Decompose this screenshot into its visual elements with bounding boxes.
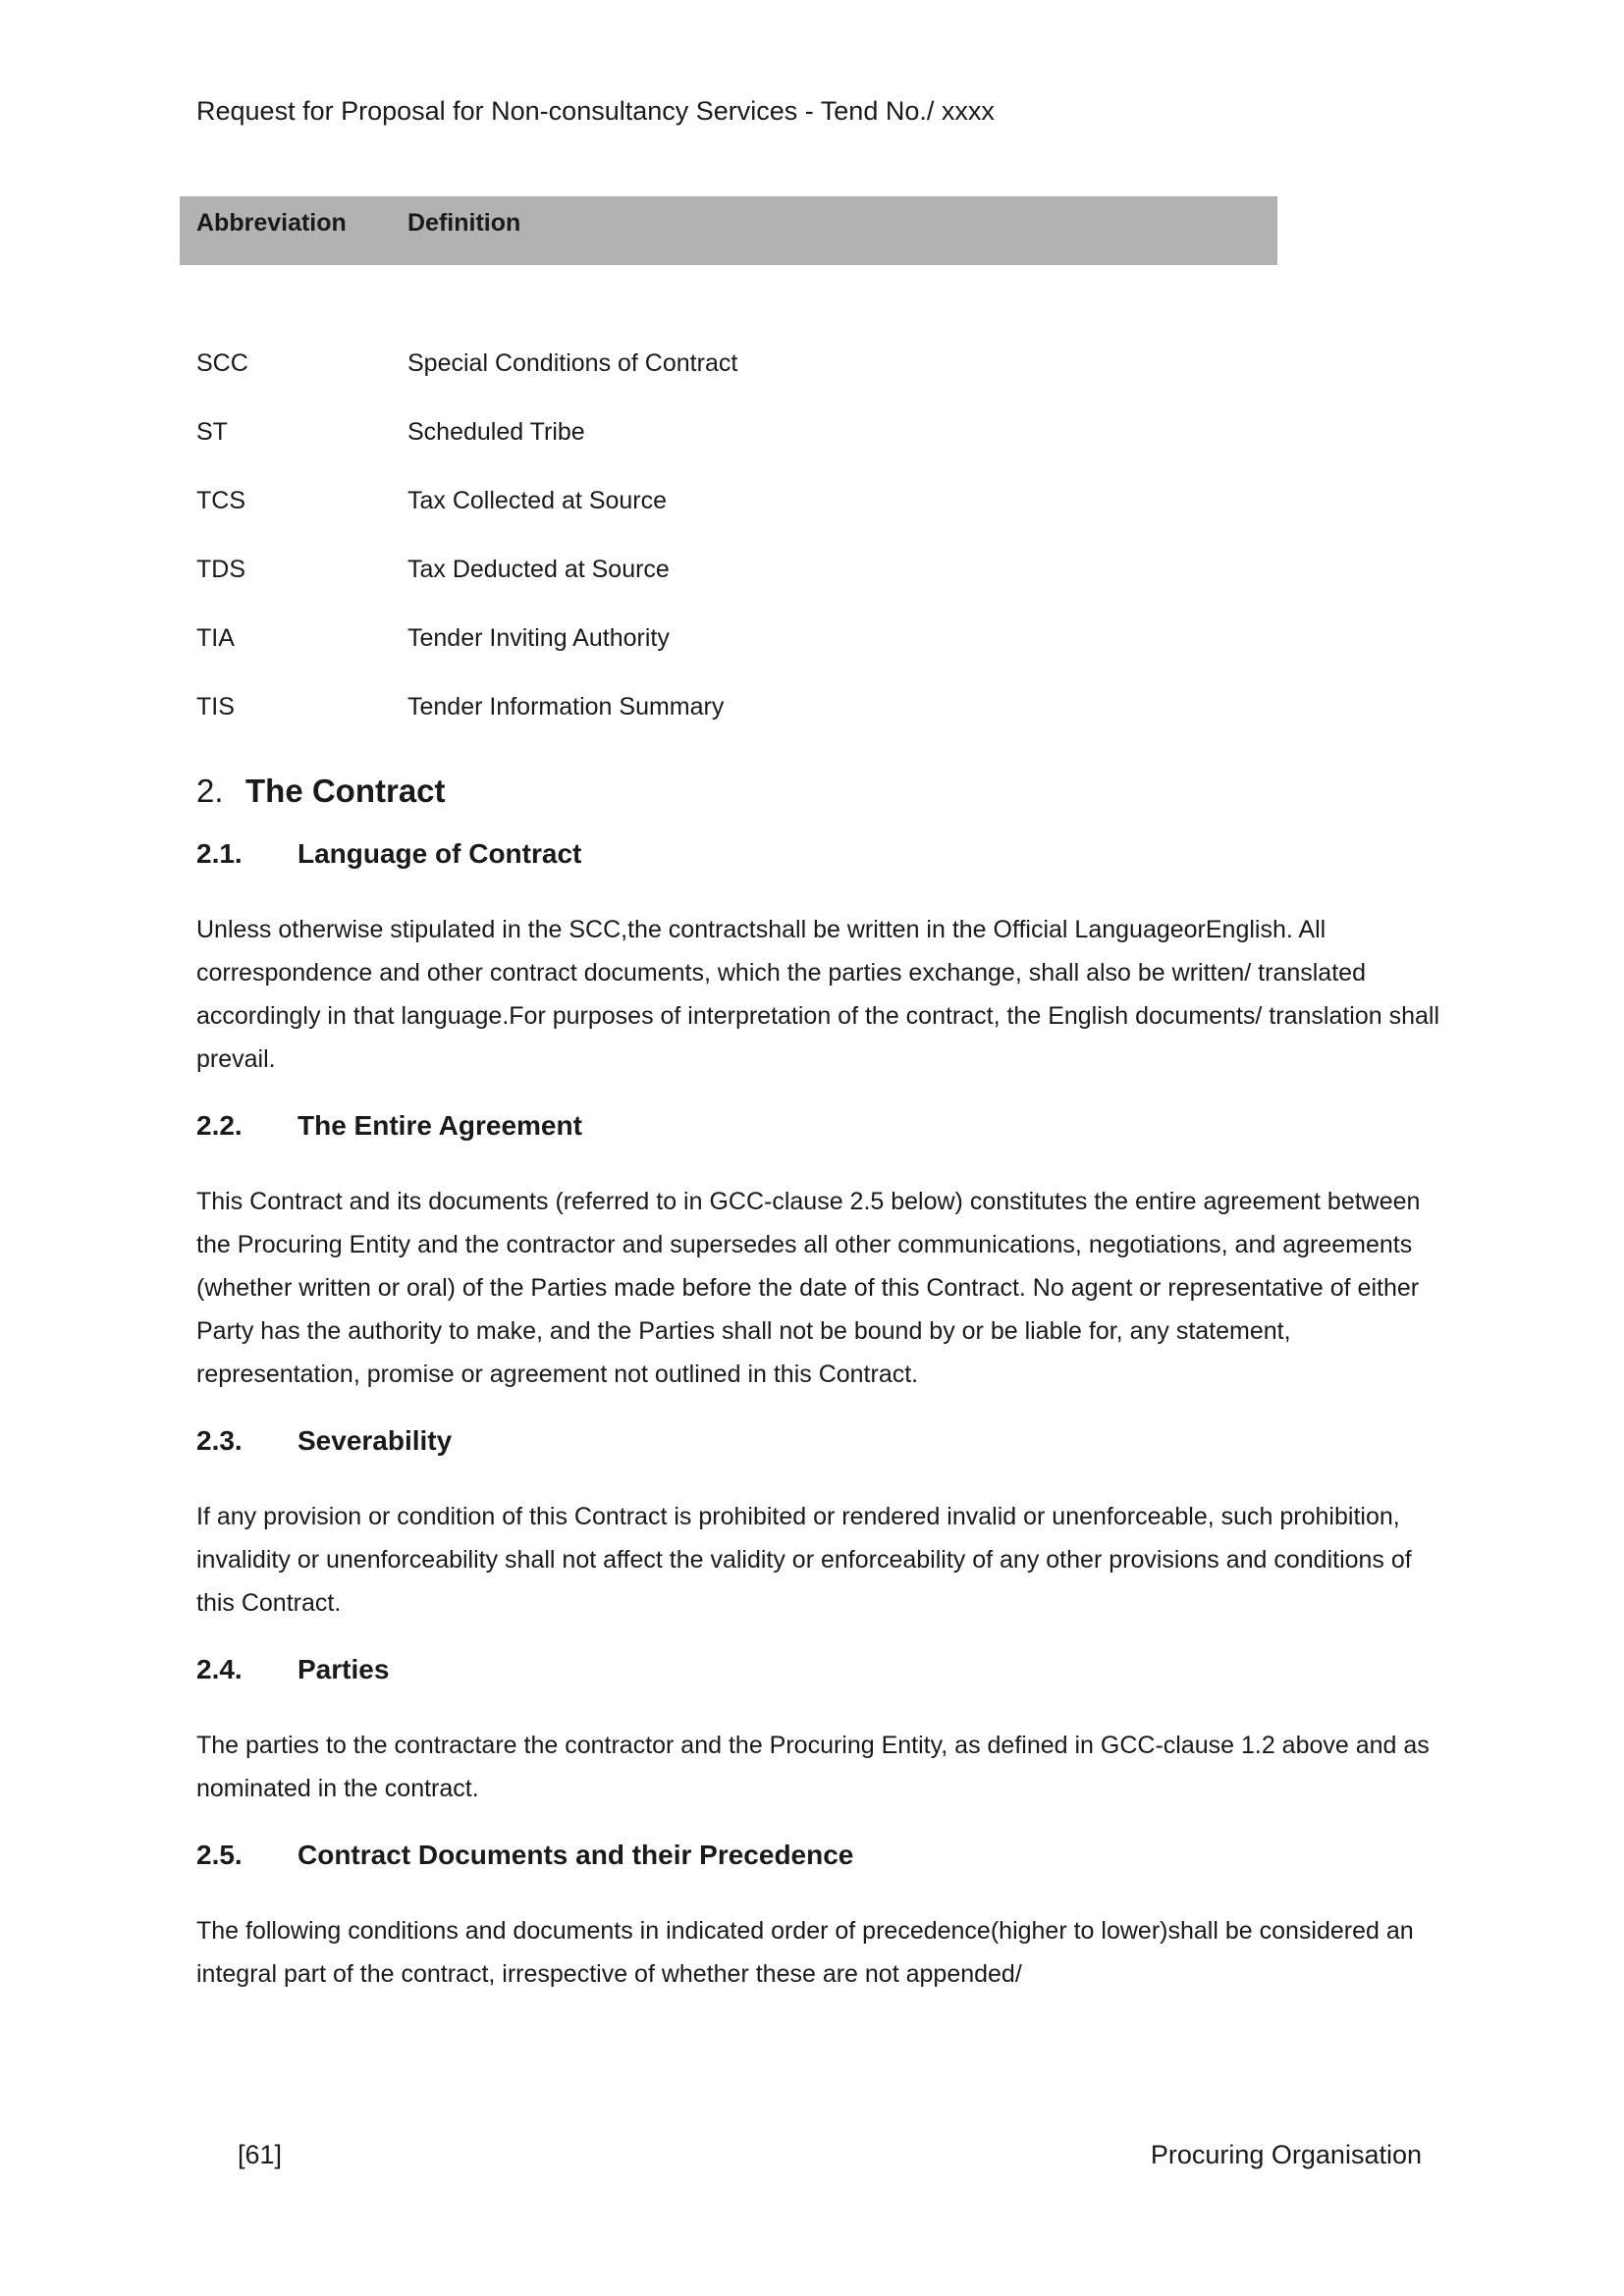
subsection-heading-entire-agreement [196, 1107, 1443, 1145]
column-header-definition: Definition [407, 209, 521, 237]
subsection-title: The Entire Agreement [298, 1110, 582, 1141]
section-title: The Contract [245, 773, 446, 809]
page-number: [61] [238, 2140, 283, 2169]
abbreviations-table-rows [196, 348, 1443, 761]
subsection-number: 2.5. [196, 1840, 243, 1870]
definition-cell: Tender Inviting Authority [407, 624, 670, 652]
section-heading [196, 771, 1443, 812]
column-header-abbreviation: Abbreviation [196, 209, 347, 237]
subsection-title: Contract Documents and their Precedence [298, 1840, 854, 1870]
subsection-body-severability: If any provision or condition of this Contract is prohibited or rendered invalid or unenforceable, such prohibition, invalidity or unenforceability shall not affect the validity or enforceability of any other provisions and conditions of this Contract. [196, 1503, 1412, 1617]
abbreviation-cell: SCC [196, 349, 248, 377]
abbreviation-cell: TIS [196, 693, 235, 721]
subsection-number: 2.1. [196, 838, 243, 869]
abbreviation-cell: TIA [196, 624, 235, 652]
subsection-heading-contract-documents-precedence [196, 1837, 1443, 1874]
subsection-heading-language-of-contract [196, 835, 1443, 873]
abbreviation-cell: TCS [196, 487, 245, 514]
table-row [196, 692, 1443, 761]
definition-cell: Tax Deducted at Source [407, 556, 670, 583]
table-row [196, 417, 1443, 486]
abbreviation-cell: ST [196, 418, 228, 446]
subsection-heading-severability [196, 1422, 1443, 1460]
subsection-title: Parties [298, 1654, 390, 1684]
subsection-heading-parties [196, 1651, 1443, 1688]
subsection-number: 2.2. [196, 1110, 243, 1141]
abbreviations-table-header [180, 196, 1277, 265]
subsection-body-parties: The parties to the contractare the contractor and the Procuring Entity, as defined in GCC-clause 1.2 above and as nominated in the contract. [196, 1732, 1430, 1802]
table-row [196, 555, 1443, 623]
page-body [0, 196, 1624, 1996]
footer-organisation: Procuring Organisation [1150, 2140, 1422, 2169]
subsection-title: Language of Contract [298, 838, 582, 869]
table-row [196, 348, 1443, 417]
section-number: 2. [196, 773, 224, 809]
table-row [196, 623, 1443, 692]
definition-cell: Scheduled Tribe [407, 418, 585, 446]
definition-cell: Special Conditions of Contract [407, 349, 738, 377]
table-row [196, 486, 1443, 555]
subsection-number: 2.3. [196, 1425, 243, 1456]
definition-cell: Tender Information Summary [407, 693, 725, 721]
subsection-body-contract-documents-precedence: The following conditions and documents in indicated order of precedence(higher to lower)shall be considered an integral part of the contract, irrespective of whether these are not appended/ [196, 1917, 1414, 1988]
subsection-number: 2.4. [196, 1654, 243, 1684]
subsection-body-entire-agreement: This Contract and its documents (referred to in GCC-clause 2.5 below) constitutes the entire agreement between the Procuring Entity and the contractor and supersedes all other communications, negotiations, and agreements (whether written or oral) of the Parties made before the date of this Contract. No agent or representative of either Party has the authority to make, and the Parties shall not be bound by or be liable for, any statement, representation, promise or agreement not outlined in this Contract. [196, 1188, 1421, 1388]
subsection-body-language-of-contract: Unless otherwise stipulated in the SCC,the contractshall be written in the Official LanguageorEnglish. All correspondence and other contract documents, which the parties exchange, shall also be written/ translated accordingly in that language.For purposes of interpretation of the contract, the English documents/ translation shall prevail. [196, 916, 1440, 1073]
page-footer [238, 2138, 1422, 2171]
abbreviations-table [196, 196, 1443, 761]
page-header: Request for Proposal for Non-consultancy Services - Tend No./ xxxx [196, 96, 995, 126]
subsection-title: Severability [298, 1425, 453, 1456]
definition-cell: Tax Collected at Source [407, 487, 668, 514]
abbreviation-cell: TDS [196, 556, 245, 583]
